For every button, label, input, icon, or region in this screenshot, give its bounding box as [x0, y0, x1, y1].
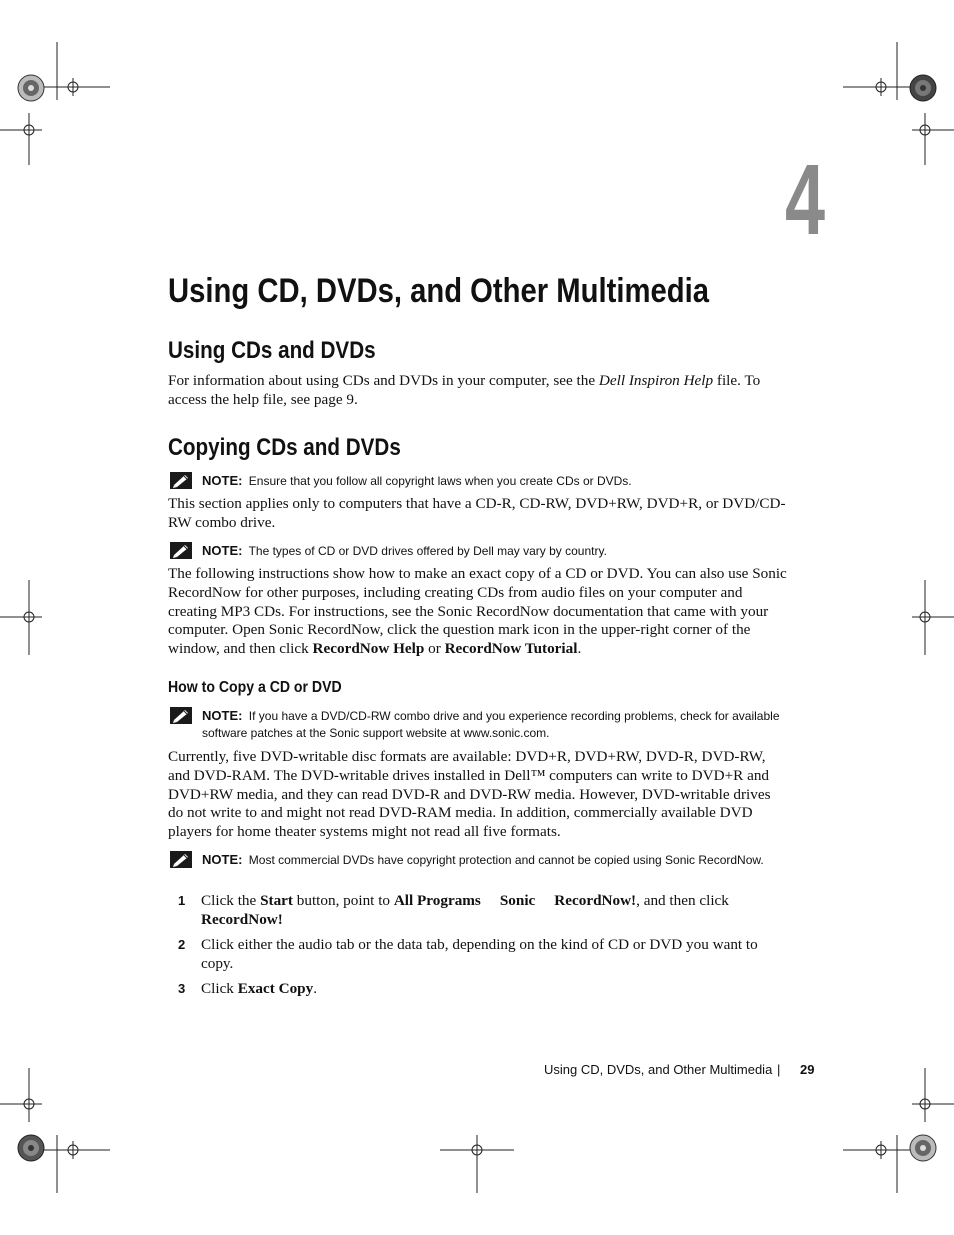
note-text: Ensure that you follow all copyright laws when you create CDs or DVDs. — [248, 474, 632, 488]
step-number: 2 — [178, 937, 186, 952]
exact-copy-label: Exact Copy — [237, 980, 314, 997]
subsection-heading-how-to-copy: How to Copy a CD or DVD — [168, 679, 342, 696]
note-text: Most commercial DVDs have copyright protection and cannot be copied using Sonic RecordNow. — [248, 853, 764, 867]
paragraph-text: For information about using CDs and DVDs in your computer, see the — [168, 372, 599, 389]
subsection-paragraph: Currently, five DVD-writable disc formats are available: DVD+R, DVD+RW, DVD-R, DVD-RW, and DVD-RAM. The DVD-writable drives installed in Dell™ computers can write to DVD+R and DVD+RW media, and they can read DVD-R and DVD-RW media. However, DVD-writable drives do not write to and might not read DVD-RAM media. In addition, commercially available DVD players for home theater systems might not read all five formats. — [168, 748, 771, 841]
step-number: 1 — [178, 893, 186, 908]
crop-mark-icon — [0, 113, 42, 165]
footer-title: Using CD, DVDs, and Other Multimedia — [544, 1062, 773, 1077]
sonic-label: Sonic — [499, 892, 536, 909]
crop-mark-icon — [35, 1135, 110, 1193]
recordnow-program-label: RecordNow! — [201, 911, 283, 928]
all-programs-label: All Programs — [393, 892, 481, 909]
step-number: 3 — [178, 981, 186, 996]
paragraph-text: . — [577, 640, 582, 658]
note-label: NOTE: — [202, 473, 243, 488]
step-text: Click the — [201, 892, 261, 909]
step-text: . — [313, 980, 318, 997]
footer-separator: | — [777, 1062, 781, 1077]
crop-mark-icon — [0, 1068, 42, 1122]
section2-paragraph-1: This section applies only to computers that have a CD-R, CD-RW, DVD+RW, DVD+R, or DVD/CD-RW combo drive. — [168, 495, 786, 531]
step-text: button, point to — [292, 892, 394, 909]
registration-disc-icon — [910, 1135, 936, 1161]
chapter-number: 4 — [785, 144, 826, 256]
section-heading-copying-cds: Copying CDs and DVDs — [168, 434, 401, 461]
registration-disc-icon — [18, 1135, 44, 1161]
step-text: , and then click — [636, 892, 729, 909]
recordnow-help-label: RecordNow Help — [312, 640, 425, 658]
note-text: . — [546, 726, 550, 740]
start-button-label: Start — [260, 892, 293, 909]
crop-mark-icon — [35, 42, 110, 100]
sonic-website-link[interactable]: www.sonic.com — [463, 726, 547, 740]
paragraph-text: file. To access the help file, see page 9. — [168, 372, 761, 408]
paragraph-text: The following instructions show how to make an exact copy of a CD or DVD. You can also use Sonic RecordNow for other purposes, including creating CDs from audio files on your computer and creating MP3 CDs. For instructions, see the Sonic RecordNow documentation that came with your computer. Open Sonic RecordNow, click the question mark icon in the upper-right corner of the window, and then click — [168, 565, 787, 658]
registration-disc-icon — [910, 75, 936, 101]
chapter-title: Using CD, DVDs, and Other Multimedia — [168, 272, 710, 310]
help-file-name: Dell Inspiron Help — [598, 372, 714, 389]
crop-mark-icon — [912, 113, 954, 165]
page-number: 29 — [800, 1062, 815, 1077]
recordnow-menu-label: RecordNow! — [554, 892, 637, 909]
step-text: Click — [201, 980, 238, 997]
note-text: The types of CD or DVD drives offered by Dell may vary by country. — [248, 544, 607, 558]
crop-mark-icon — [912, 1068, 954, 1122]
paragraph-text: or — [424, 640, 445, 658]
registration-disc-icon — [18, 75, 44, 101]
note-label: NOTE: — [202, 543, 243, 558]
crop-mark-icon — [843, 42, 918, 100]
note-label: NOTE: — [202, 708, 243, 723]
recordnow-tutorial-label: RecordNow Tutorial — [444, 640, 578, 658]
crop-mark-icon — [843, 1135, 918, 1193]
section-heading-using-cds: Using CDs and DVDs — [168, 337, 376, 364]
note-text: If you have a DVD/CD-RW combo drive and you experience recording problems, check for available software patches at the Sonic support website at — [202, 709, 780, 740]
crop-mark-icon — [440, 1135, 514, 1193]
crop-mark-icon — [912, 580, 954, 655]
crop-mark-icon — [0, 580, 42, 655]
step-text: Click either the audio tab or the data tab, depending on the kind of CD or DVD you want to copy. — [201, 936, 758, 972]
note-label: NOTE: — [202, 852, 243, 867]
